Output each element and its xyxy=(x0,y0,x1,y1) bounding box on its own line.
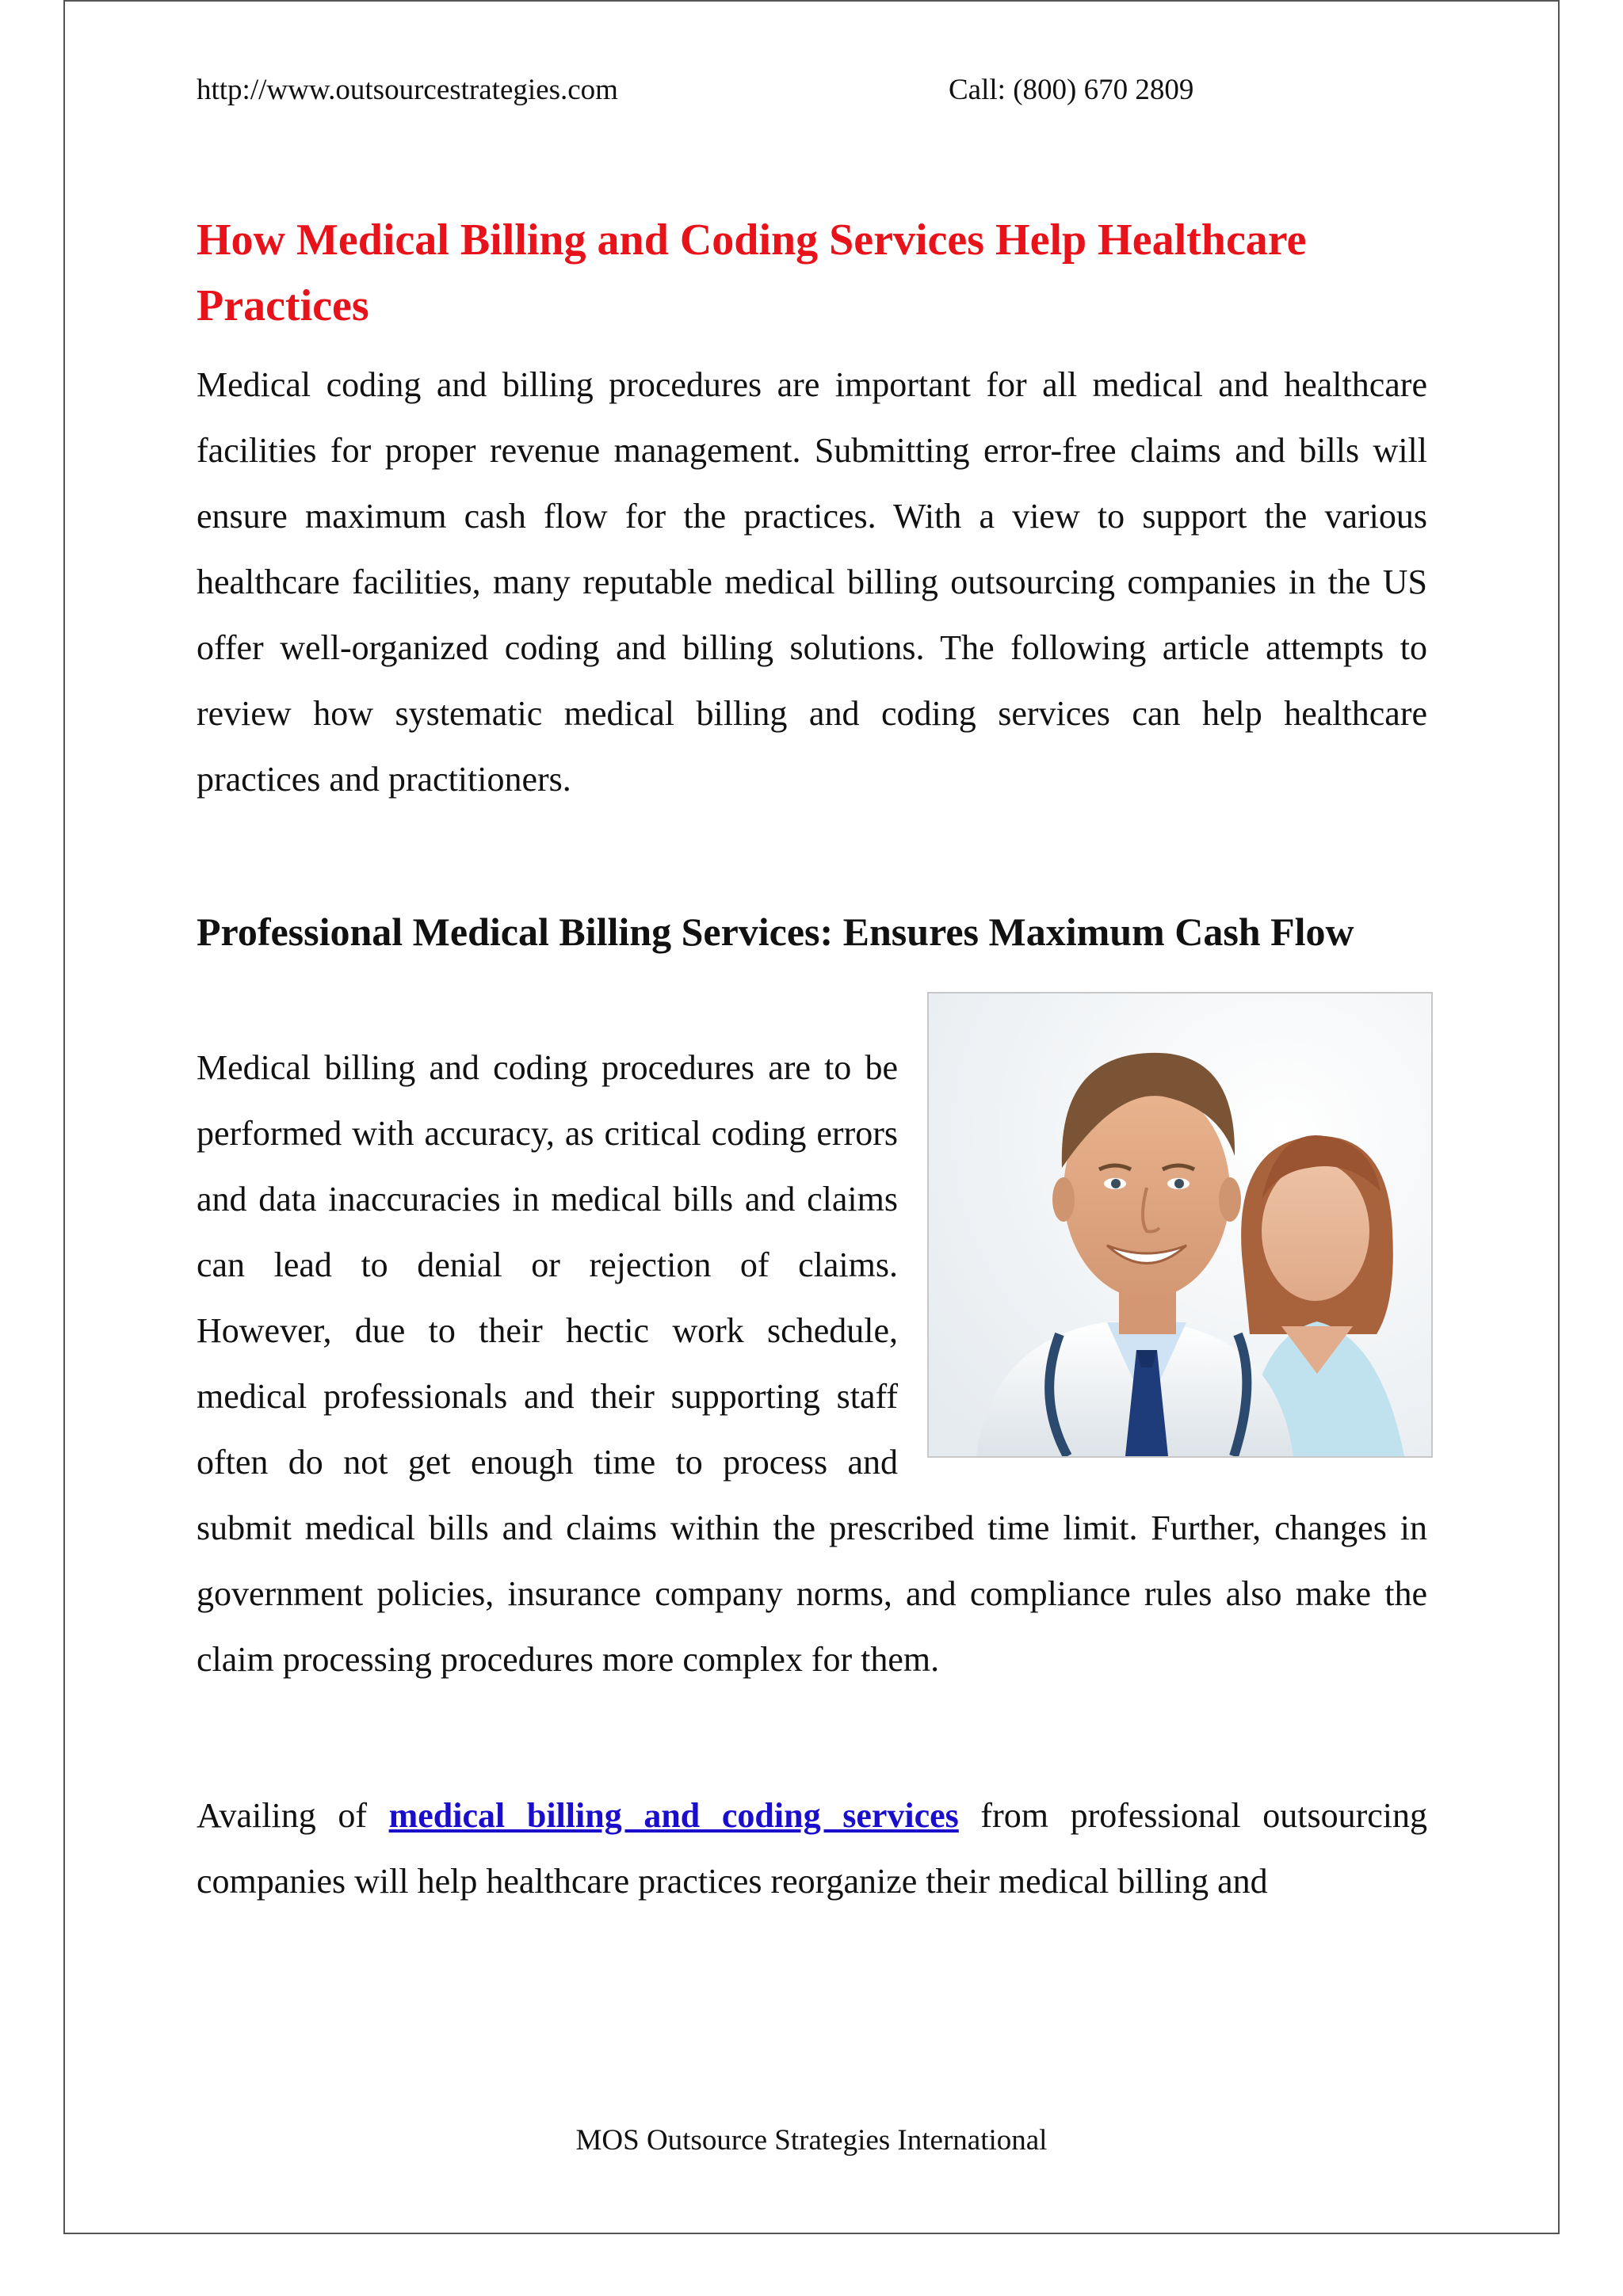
image-wrap-spacer xyxy=(898,1035,1427,1455)
footer-company-name: MOS Outsource Strategies International xyxy=(575,2124,1048,2157)
section-heading: Professional Medical Billing Services: Ensures Maximum Cash Flow xyxy=(197,910,1354,954)
header-phone-number: Call: (800) 670 2809 xyxy=(949,74,1194,106)
medical-billing-services-link[interactable]: medical billing and coding services xyxy=(388,1796,959,1835)
availing-suffix: from professional outsourcing companies will help healthcare practices reorganize their medical billing and xyxy=(197,1796,1427,1901)
section-paragraph-text: Medical billing and coding procedures are to be performed with accuracy, as critical coding errors and data inaccuracies in medical bills and claims can lead to denial or rejection of claims. However, due to their hectic work schedule, medical professionals and their supporting staff often do not get enough time to process and submit medical bills and claims within the prescribed time limit. Further, changes in government policies, insurance company norms, and compliance rules also make the claim processing procedures more complex for them. xyxy=(197,1048,1427,1679)
section-paragraph xyxy=(197,1035,1427,1692)
availing-paragraph xyxy=(197,1783,1427,1914)
page-title: How Medical Billing and Coding Services Help Healthcare Practices xyxy=(197,215,1307,330)
intro-paragraph: Medical coding and billing procedures are important for all medical and healthcare facilities for proper revenue management. Submitting error-free claims and bills will ensure maximum cash flow for the practices. With a view to support the various healthcare facilities, many reputable medical billing outsourcing companies in the US offer well-organized coding and billing solutions. The following article attempts to review how systematic medical billing and coding services can help healthcare practices and practitioners. xyxy=(197,365,1427,799)
header-website-url[interactable]: http://www.outsourcestrategies.com xyxy=(197,74,618,106)
availing-prefix: Availing of xyxy=(197,1796,389,1835)
